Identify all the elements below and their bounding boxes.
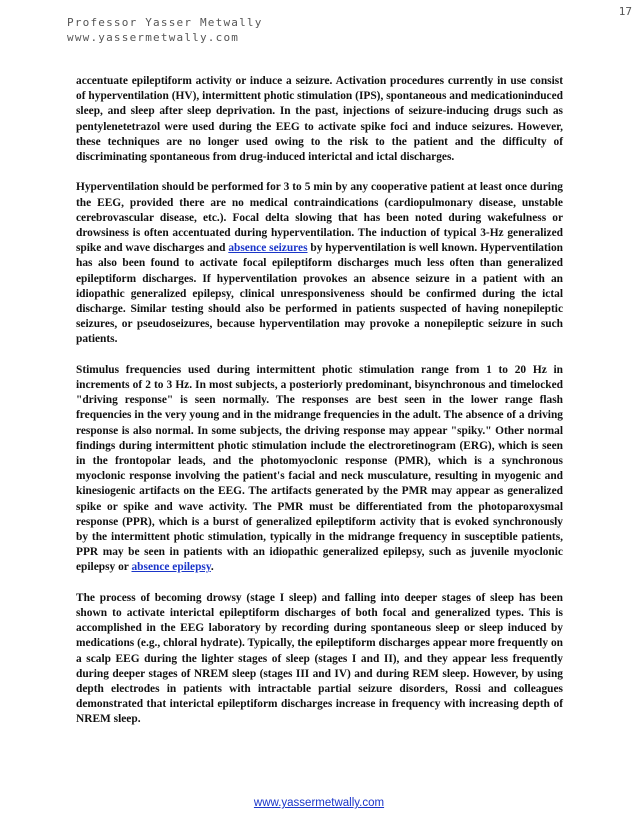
paragraph-text: Hyperventilation should be performed for 3 to 5 min by any cooperative patient at least once during the EEG, provided there are no medical contraindications (cardiopulmonary disease, unstable cerebrovascular disease, etc.). Focal delta slowing that has been noted during wakefulness or drowsiness is often accentuated during hyperventilation. The induction of typical 3-Hz generalized spike and wave discharges and xyxy=(76,181,563,255)
paragraph-text: . xyxy=(210,561,214,574)
paragraph-photic-stimulation xyxy=(76,363,563,576)
paragraph-text: The process of becoming drowsy (stage I sleep) and falling into deeper stages of sleep has been shown to activate interictal epileptiform discharges of both focal and generalized types. This is accomplished in the EEG laboratory by recording during spontaneous sleep or sleep induced by medications (e.g., chloral hydrate). Typically, the epileptiform discharges appear more frequently on a scalp EEG during the lighter stages of sleep (stages I and II), and they appear less frequently during deeper stages of NREM sleep (stages III and IV) and during REM sleep. However, by using depth electrodes in patients with intractable partial seizure disorders, Rossi and colleagues demonstrated that interictal epileptiform discharges increase in frequency with increasing depth of NREM sleep. xyxy=(76,591,563,726)
absence-seizures-link[interactable]: absence seizures xyxy=(228,242,308,255)
page-number: 17 xyxy=(618,5,632,18)
absence-epilepsy-link[interactable]: absence epilepsy xyxy=(131,561,211,574)
page-header xyxy=(67,15,263,45)
paragraph-sleep-activation xyxy=(76,591,563,728)
document-body xyxy=(76,74,563,743)
header-author: Professor Yasser Metwally xyxy=(67,16,263,29)
paragraph-hyperventilation xyxy=(76,180,563,347)
paragraph-text: by hyperventilation is well known. Hyperventilation has also been found to activate focal epileptiform discharges much less often than generalized epileptiform discharges. If hyperventilation provokes an absence seizure in a patient with an idiopathic generalized epilepsy, clinical unresponsiveness should be confirmed during the ictal discharge. Similar testing should also be performed in patients suspected of having nonepileptic seizures, or pseudoseizures, because hyperventilation may provoke a nonepileptic seizure in such patients. xyxy=(76,242,563,346)
paragraph-text: Stimulus frequencies used during intermittent photic stimulation range from 1 to 20 Hz in increments of 2 to 3 Hz. In most subjects, a posteriorly predominant, bisynchronous and timelocked "driving response" is seen normally. The responses are best seen in the lower range flash frequencies in the very young and in the midrange frequencies in the adult. The absence of a driving response is also normal. In some subjects, the driving response may appear "spiky." Other normal findings during intermittent photic stimulation include the electroretinogram (ERG), which is seen in the frontopolar leads, and the photomyoclonic response (PMR), which is a synchronous myoclonic response involving the patient's facial and neck musculature, resulting in myogenic and kinesiogenic artifacts on the EEG. The artifacts generated by the PMR may appear as generalized spike or spike and wave activity. The PMR must be differentiated from the photoparoxysmal response (PPR), which is a burst of generalized epileptiform activity that is evoked synchronously by the intermittent photic stimulation, typically in the midrange frequency in susceptible patients, PPR may be seen in patients with an idiopathic generalized epilepsy, such as juvenile myoclonic epilepsy or xyxy=(76,363,563,574)
page-footer xyxy=(0,797,638,809)
paragraph-text: accentuate epileptiform activity or induce a seizure. Activation procedures currently in use consist of hyperventilation (HV), intermittent photic stimulation (IPS), spontaneous and medicationinduced sleep, and sleep after sleep deprivation. In the past, injections of seizure-inducing drugs such as pentylenetetrazol were used during the EEG to activate spike foci and induce seizures. However, these techniques are no longer used owing to the risk to the patient and the difficulty of discriminating spontaneous from drug-induced interictal and ictal discharges. xyxy=(76,75,563,164)
footer-website-link[interactable]: www.yassermetwally.com xyxy=(253,797,385,809)
header-website: www.yassermetwally.com xyxy=(67,31,240,44)
paragraph-activation-procedures xyxy=(76,74,563,165)
